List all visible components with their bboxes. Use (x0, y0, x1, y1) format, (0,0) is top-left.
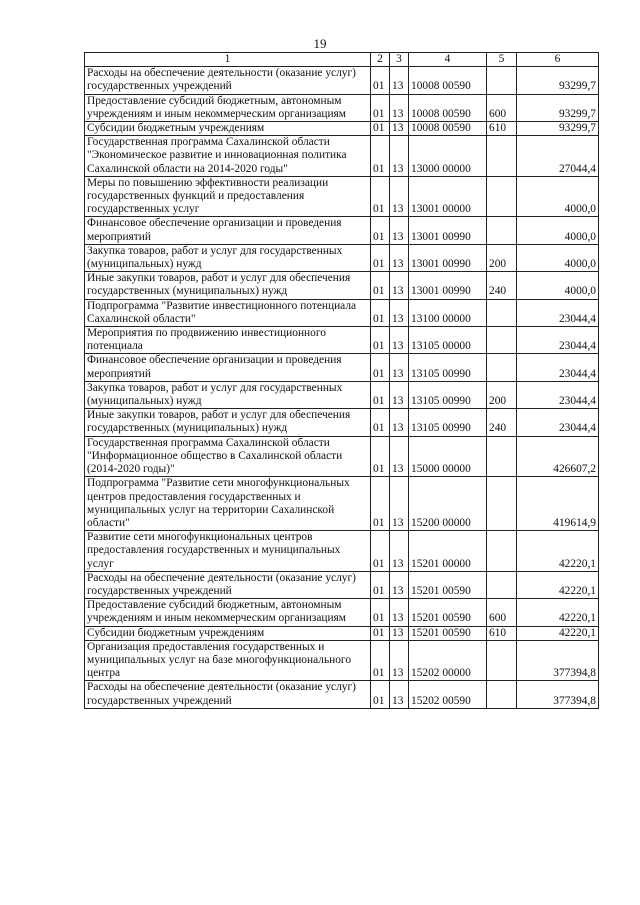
section-code-cell: 01 (371, 327, 390, 354)
amount-cell: 426607,2 (517, 436, 599, 477)
section-code-cell: 01 (371, 136, 390, 177)
target-article-cell: 13100 00000 (409, 299, 487, 326)
subsection-code-cell: 13 (390, 409, 409, 436)
target-article-cell: 15201 00000 (409, 531, 487, 572)
subsection-code-cell: 13 (390, 327, 409, 354)
amount-cell: 23044,4 (517, 381, 599, 408)
table-row (85, 94, 599, 121)
target-article-cell: 15201 00590 (409, 571, 487, 598)
section-code-cell: 01 (371, 176, 390, 217)
section-code-cell: 01 (371, 477, 390, 531)
expense-type-cell: 240 (487, 272, 517, 299)
amount-cell: 377394,8 (517, 640, 599, 681)
expense-type-cell (487, 136, 517, 177)
row-name-cell: Финансовое обеспечение организации и проведения мероприятий (85, 354, 371, 381)
expense-type-cell: 610 (487, 626, 517, 640)
row-name-cell: Государственная программа Сахалинской области "Информационное общество в Сахалинской области (2014-2020 годы)" (85, 436, 371, 477)
expense-type-cell (487, 640, 517, 681)
row-name-cell: Иные закупки товаров, работ и услуг для обеспечения государственных (муниципальных) нужд (85, 409, 371, 436)
table-row (85, 436, 599, 477)
row-name-cell: Субсидии бюджетным учреждениям (85, 122, 371, 136)
amount-cell: 42220,1 (517, 599, 599, 626)
page-number: 19 (313, 36, 327, 51)
column-header: 3 (390, 53, 409, 67)
target-article-cell: 15200 00000 (409, 477, 487, 531)
row-name-cell: Предоставление субсидий бюджетным, автономным учреждениям и иным некоммерческим организациям (85, 94, 371, 121)
table-row (85, 381, 599, 408)
column-header: 4 (409, 53, 487, 67)
subsection-code-cell: 13 (390, 94, 409, 121)
target-article-cell: 10008 00590 (409, 94, 487, 121)
section-code-cell: 01 (371, 409, 390, 436)
row-name-cell: Расходы на обеспечение деятельности (оказание услуг) государственных учреждений (85, 681, 371, 708)
table-row (85, 327, 599, 354)
target-article-cell: 13000 00000 (409, 136, 487, 177)
subsection-code-cell: 13 (390, 640, 409, 681)
target-article-cell: 13105 00990 (409, 354, 487, 381)
subsection-code-cell: 13 (390, 626, 409, 640)
target-article-cell: 15201 00590 (409, 599, 487, 626)
section-code-cell: 01 (371, 354, 390, 381)
budget-table (84, 52, 599, 709)
amount-cell: 4000,0 (517, 217, 599, 244)
header-row (85, 53, 599, 67)
table-row (85, 176, 599, 217)
table-row (85, 122, 599, 136)
target-article-cell: 13001 00990 (409, 272, 487, 299)
section-code-cell: 01 (371, 626, 390, 640)
expense-type-cell (487, 217, 517, 244)
target-article-cell: 15201 00590 (409, 626, 487, 640)
amount-cell: 93299,7 (517, 94, 599, 121)
amount-cell: 377394,8 (517, 681, 599, 708)
column-header: 6 (517, 53, 599, 67)
row-name-cell: Развитие сети многофункциональных центров предоставления государственных и муниципальных услуг (85, 531, 371, 572)
row-name-cell: Подпрограмма "Развитие инвестиционного потенциала Сахалинской области" (85, 299, 371, 326)
expense-type-cell: 610 (487, 122, 517, 136)
table-row (85, 217, 599, 244)
expense-type-cell: 240 (487, 409, 517, 436)
section-code-cell: 01 (371, 681, 390, 708)
expense-type-cell (487, 571, 517, 598)
table-row (85, 409, 599, 436)
section-code-cell: 01 (371, 122, 390, 136)
expense-type-cell (487, 681, 517, 708)
section-code-cell: 01 (371, 436, 390, 477)
amount-cell: 42220,1 (517, 571, 599, 598)
subsection-code-cell: 13 (390, 176, 409, 217)
amount-cell: 23044,4 (517, 327, 599, 354)
expense-type-cell (487, 299, 517, 326)
amount-cell: 93299,7 (517, 67, 599, 94)
table-row (85, 299, 599, 326)
section-code-cell: 01 (371, 531, 390, 572)
table-row (85, 599, 599, 626)
section-code-cell: 01 (371, 94, 390, 121)
subsection-code-cell: 13 (390, 67, 409, 94)
expense-type-cell (487, 67, 517, 94)
amount-cell: 4000,0 (517, 244, 599, 271)
subsection-code-cell: 13 (390, 477, 409, 531)
subsection-code-cell: 13 (390, 122, 409, 136)
section-code-cell: 01 (371, 272, 390, 299)
target-article-cell: 15202 00590 (409, 681, 487, 708)
expense-type-cell (487, 327, 517, 354)
expense-type-cell (487, 354, 517, 381)
target-article-cell: 13001 00990 (409, 217, 487, 244)
amount-cell: 23044,4 (517, 299, 599, 326)
section-code-cell: 01 (371, 640, 390, 681)
expense-type-cell: 200 (487, 381, 517, 408)
amount-cell: 419614,9 (517, 477, 599, 531)
subsection-code-cell: 13 (390, 299, 409, 326)
expense-type-cell: 600 (487, 599, 517, 626)
target-article-cell: 10008 00590 (409, 67, 487, 94)
target-article-cell: 15000 00000 (409, 436, 487, 477)
section-code-cell: 01 (371, 299, 390, 326)
section-code-cell: 01 (371, 244, 390, 271)
table-row (85, 531, 599, 572)
amount-cell: 4000,0 (517, 176, 599, 217)
subsection-code-cell: 13 (390, 531, 409, 572)
section-code-cell: 01 (371, 381, 390, 408)
expense-type-cell (487, 436, 517, 477)
table-row (85, 640, 599, 681)
row-name-cell: Организация предоставления государственных и муниципальных услуг на базе многофункционального центра (85, 640, 371, 681)
subsection-code-cell: 13 (390, 217, 409, 244)
amount-cell: 4000,0 (517, 272, 599, 299)
subsection-code-cell: 13 (390, 436, 409, 477)
target-article-cell: 13001 00990 (409, 244, 487, 271)
section-code-cell: 01 (371, 217, 390, 244)
subsection-code-cell: 13 (390, 354, 409, 381)
table-row (85, 477, 599, 531)
target-article-cell: 13105 00000 (409, 327, 487, 354)
section-code-cell: 01 (371, 571, 390, 598)
expense-type-cell (487, 477, 517, 531)
target-article-cell: 15202 00000 (409, 640, 487, 681)
section-code-cell: 01 (371, 599, 390, 626)
column-header: 5 (487, 53, 517, 67)
table-row (85, 136, 599, 177)
subsection-code-cell: 13 (390, 381, 409, 408)
amount-cell: 93299,7 (517, 122, 599, 136)
row-name-cell: Финансовое обеспечение организации и проведения мероприятий (85, 217, 371, 244)
amount-cell: 23044,4 (517, 354, 599, 381)
table-row (85, 272, 599, 299)
table-row (85, 244, 599, 271)
subsection-code-cell: 13 (390, 599, 409, 626)
row-name-cell: Расходы на обеспечение деятельности (оказание услуг) государственных учреждений (85, 67, 371, 94)
row-name-cell: Закупка товаров, работ и услуг для государственных (муниципальных) нужд (85, 381, 371, 408)
row-name-cell: Государственная программа Сахалинской области "Экономическое развитие и инновационная политика Сахалинской области на 2014-2020 годы" (85, 136, 371, 177)
subsection-code-cell: 13 (390, 681, 409, 708)
table-row (85, 571, 599, 598)
column-header: 2 (371, 53, 390, 67)
amount-cell: 23044,4 (517, 409, 599, 436)
target-article-cell: 13001 00000 (409, 176, 487, 217)
target-article-cell: 10008 00590 (409, 122, 487, 136)
table-row (85, 626, 599, 640)
table-row (85, 354, 599, 381)
row-name-cell: Закупка товаров, работ и услуг для государственных (муниципальных) нужд (85, 244, 371, 271)
row-name-cell: Подпрограмма "Развитие сети многофункциональных центров предоставления государственных и муниципальных услуг на территории Сахалинской области" (85, 477, 371, 531)
expense-type-cell: 200 (487, 244, 517, 271)
row-name-cell: Мероприятия по продвижению инвестиционного потенциала (85, 327, 371, 354)
row-name-cell: Меры по повышению эффективности реализации государственных функций и предоставления государственных услуг (85, 176, 371, 217)
amount-cell: 42220,1 (517, 626, 599, 640)
row-name-cell: Расходы на обеспечение деятельности (оказание услуг) государственных учреждений (85, 571, 371, 598)
expense-type-cell (487, 531, 517, 572)
column-header: 1 (85, 53, 371, 67)
expense-type-cell: 600 (487, 94, 517, 121)
subsection-code-cell: 13 (390, 571, 409, 598)
expense-type-cell (487, 176, 517, 217)
row-name-cell: Иные закупки товаров, работ и услуг для обеспечения государственных (муниципальных) нужд (85, 272, 371, 299)
target-article-cell: 13105 00990 (409, 381, 487, 408)
table-row (85, 681, 599, 708)
row-name-cell: Субсидии бюджетным учреждениям (85, 626, 371, 640)
table-row (85, 67, 599, 94)
section-code-cell: 01 (371, 67, 390, 94)
subsection-code-cell: 13 (390, 244, 409, 271)
amount-cell: 27044,4 (517, 136, 599, 177)
target-article-cell: 13105 00990 (409, 409, 487, 436)
subsection-code-cell: 13 (390, 136, 409, 177)
amount-cell: 42220,1 (517, 531, 599, 572)
subsection-code-cell: 13 (390, 272, 409, 299)
row-name-cell: Предоставление субсидий бюджетным, автономным учреждениям и иным некоммерческим организациям (85, 599, 371, 626)
